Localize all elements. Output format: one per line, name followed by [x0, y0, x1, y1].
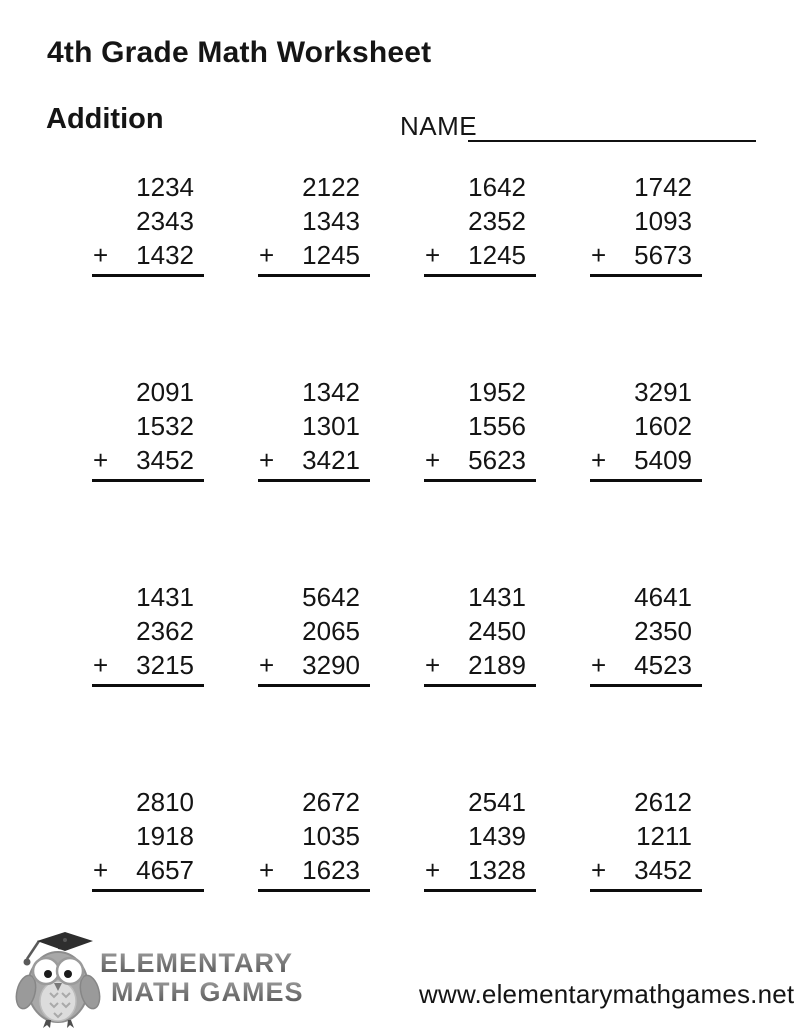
addend-2: 1211 [636, 821, 692, 851]
addend-operator-row [424, 853, 536, 887]
addend-1: 1431 [468, 582, 526, 612]
addend-2: 1093 [634, 206, 692, 236]
addend-1: 2541 [468, 787, 526, 817]
addition-problem-15 [424, 785, 536, 892]
addition-problem-16 [590, 785, 702, 892]
addition-problem-12 [590, 580, 702, 687]
logo-line-1: ELEMENTARY [100, 949, 304, 978]
addend-1: 1431 [136, 582, 194, 612]
addend-2: 1556 [468, 411, 526, 441]
plus-operator-icon: + [259, 445, 275, 475]
plus-operator-icon: + [93, 650, 109, 680]
addend-2: 2343 [136, 206, 194, 236]
owl-graduation-cap-icon [12, 925, 102, 1029]
addition-problem-14 [258, 785, 370, 892]
plus-operator-icon: + [425, 445, 441, 475]
addend-3: 1328 [468, 855, 526, 885]
addend-1: 2612 [634, 787, 692, 817]
addition-problem-4 [590, 170, 702, 277]
website-url: www.elementarymathgames.net [419, 979, 795, 1009]
addition-problem-5 [92, 375, 204, 482]
plus-operator-icon: + [591, 855, 607, 885]
addend-3: 5623 [468, 445, 526, 475]
addend-operator-row [424, 648, 536, 682]
logo-line-2: MATH GAMES [111, 977, 304, 1007]
addend-operator-row [92, 443, 204, 477]
addition-problem-6 [258, 375, 370, 482]
plus-operator-icon: + [425, 650, 441, 680]
addend-2: 2065 [302, 616, 360, 646]
addend-1: 1742 [634, 172, 692, 202]
addend-operator-row [258, 853, 370, 887]
plus-operator-icon: + [591, 445, 607, 475]
addend-1: 2091 [136, 377, 194, 407]
addend-2: 2350 [634, 616, 692, 646]
addition-problem-7 [424, 375, 536, 482]
section-heading: Addition [46, 103, 164, 135]
addition-problem-2 [258, 170, 370, 277]
name-label: NAME [400, 111, 478, 141]
plus-operator-icon: + [93, 445, 109, 475]
addend-1: 1234 [136, 172, 194, 202]
addend-operator-row [258, 443, 370, 477]
addend-3: 3452 [136, 445, 194, 475]
plus-operator-icon: + [425, 240, 441, 270]
addend-2: 1532 [136, 411, 194, 441]
plus-operator-icon: + [591, 650, 607, 680]
addend-1: 1952 [468, 377, 526, 407]
addend-3: 3452 [634, 855, 692, 885]
addend-operator-row [92, 238, 204, 272]
addition-problem-3 [424, 170, 536, 277]
addend-1: 5642 [302, 582, 360, 612]
addition-problem-13 [92, 785, 204, 892]
addend-1: 2810 [136, 787, 194, 817]
addend-3: 3290 [302, 650, 360, 680]
problems-grid [92, 170, 702, 990]
addend-operator-row [92, 853, 204, 887]
addend-3: 2189 [468, 650, 526, 680]
plus-operator-icon: + [591, 240, 607, 270]
addend-operator-row [590, 648, 702, 682]
addend-operator-row [590, 443, 702, 477]
addend-3: 3421 [302, 445, 360, 475]
addend-1: 2672 [302, 787, 360, 817]
addend-3: 4657 [136, 855, 194, 885]
addend-operator-row [92, 648, 204, 682]
addend-3: 3215 [136, 650, 194, 680]
plus-operator-icon: + [425, 855, 441, 885]
addend-operator-row [424, 238, 536, 272]
plus-operator-icon: + [259, 650, 275, 680]
addend-3: 1245 [468, 240, 526, 270]
plus-operator-icon: + [259, 855, 275, 885]
addend-2: 1301 [302, 411, 360, 441]
page-title: 4th Grade Math Worksheet [47, 36, 432, 69]
addend-3: 5673 [634, 240, 692, 270]
addition-problem-11 [424, 580, 536, 687]
addend-3: 1245 [302, 240, 360, 270]
addend-1: 4641 [634, 582, 692, 612]
addend-2: 2352 [468, 206, 526, 236]
name-blank-line [468, 116, 756, 142]
plus-operator-icon: + [93, 855, 109, 885]
addition-problem-1 [92, 170, 204, 277]
name-field [400, 111, 477, 142]
addend-1: 2122 [302, 172, 360, 202]
addend-2: 2362 [136, 616, 194, 646]
addend-2: 1602 [634, 411, 692, 441]
addend-3: 4523 [634, 650, 692, 680]
addend-1: 1642 [468, 172, 526, 202]
plus-operator-icon: + [259, 240, 275, 270]
addition-problem-8 [590, 375, 702, 482]
addend-operator-row [258, 238, 370, 272]
addend-2: 1439 [468, 821, 526, 851]
addend-operator-row [258, 648, 370, 682]
addend-2: 1918 [136, 821, 194, 851]
plus-operator-icon: + [93, 240, 109, 270]
addend-operator-row [590, 853, 702, 887]
addend-2: 1035 [302, 821, 360, 851]
addend-2: 2450 [468, 616, 526, 646]
addend-3: 1623 [302, 855, 360, 885]
addend-1: 3291 [634, 377, 692, 407]
addend-operator-row [590, 238, 702, 272]
addend-3: 5409 [634, 445, 692, 475]
addend-2: 1343 [302, 206, 360, 236]
addend-operator-row [424, 443, 536, 477]
logo-wordmark [100, 949, 304, 1007]
addend-1: 1342 [302, 377, 360, 407]
addend-3: 1432 [136, 240, 194, 270]
addition-problem-9 [92, 580, 204, 687]
addition-problem-10 [258, 580, 370, 687]
